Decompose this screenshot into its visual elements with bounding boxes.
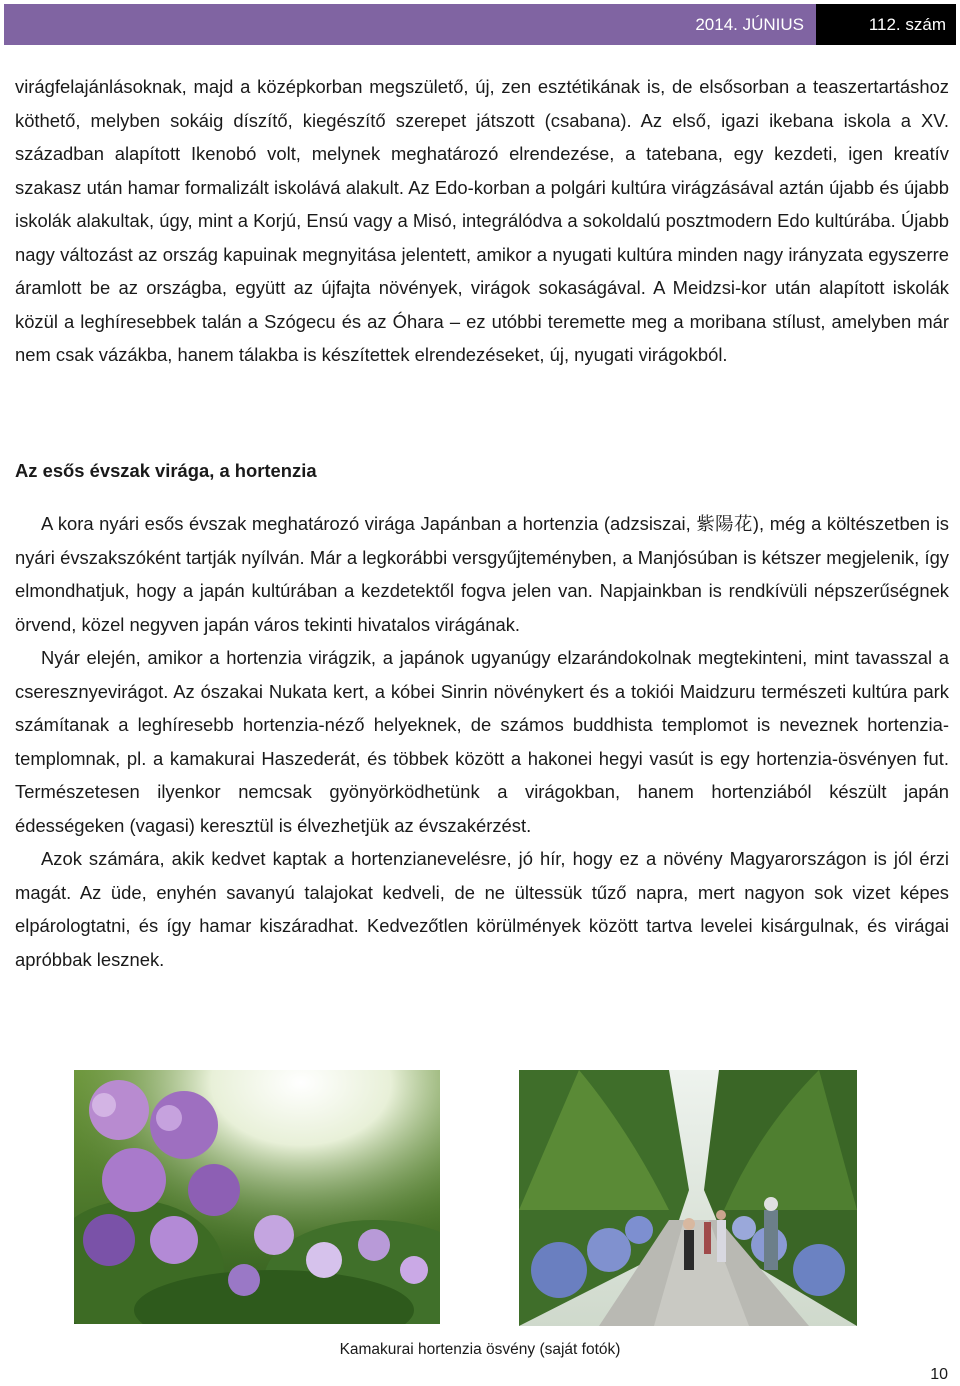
article-body-hortensia: [15, 507, 949, 976]
article-body-top: [15, 70, 949, 372]
paragraph-hortensia-growing: Azok számára, akik kedvet kaptak a hortenzianevelésre, jó hír, hogy ez a növény Magyarországon is jól érzi magát. Az üde, enyhén savanyú talajokat kedveli, de ne ültessük tűző napra, mert nagyon sok vizet képes elpárologtatni, és így hamar kiszáradhat. Kedvezőtlen körülmények között tartva levelei kisárgulnak, és virágai apróbbak lesznek.: [15, 848, 949, 970]
page-header: [4, 4, 956, 45]
path-photo: [519, 1070, 857, 1326]
paragraph-hortensia-viewing: Nyár elején, amikor a hortenzia virágzik, a japánok ugyanúgy elzarándokolnak megtekinteni, mint tavasszal a cseresznyevirágot. Az ószakai Nukata kert, a kóbei Sinrin növénykert és a tokiói Maidzuru természeti kultúra park számítanak a leghíresebb hortenzia-néző helyeknek, de számos buddhista templomot is neveznek hortenzia-templomnak, pl. a kamakurai Haszederát, és többek között a hakonei hegyi vasút is egy hortenzia-ösvényen fut. Természetesen ilyenkor nemcsak gyönyörködhetünk a virágokban, hanem hortenziából készült japán édességeken (vagasi) keresztül is élvezhetjük az évszakérzést.: [15, 647, 949, 836]
paragraph-hortensia-intro: A kora nyári esős évszak meghatározó virága Japánban a hortenzia (adzsiszai, 紫陽花), még a költészetben is nyári évszakszóként tartják nyílván. Már a legkorábbi versgyűjteményben, a Manjósúban is kétszer megjelenik, így elmondhatjuk, hogy a japán kultúrában a kezdetektől fogva jelen van. Napjainkban is rendkívüli népszerűségnek örvend, közel negyven japán város tekinti hivatalos virágának.: [15, 513, 949, 635]
issue-number: 112. szám: [816, 4, 956, 45]
photo-caption: Kamakurai hortenzia ösvény (saját fotók): [339, 1341, 621, 1358]
issue-date: 2014. JÚNIUS: [695, 14, 804, 34]
hydrangea-photo: [74, 1070, 440, 1324]
section-heading: Az esős évszak virága, a hortenzia: [15, 460, 317, 481]
paragraph-ikebana: virágfelajánlásoknak, majd a középkorban megszülető, új, zen esztétikának is, de elsősorban a teaszertartáshoz köthető, melyben sokáig díszítő, kiegészítő szerepet játszott (csabana). Az első, igazi ikebana iskola a XV. században alapított Ikenobó volt, melynek meghatározó elrendezése, a tatebana, egy kezdeti, igen kreatív szakasz után hamar formalizált iskolává alakult. Az Edo-korban a polgári kultúra virágzásával aztán újabb és újabb iskolák alakultak, úgy, mint a Korjú, Ensú vagy a Misó, integrálódva a sokoldalú posztmodern Edo kultúrába. Újabb nagy változást az ország kapuinak megnyitása jelentett, amikor a nyugati kultúra minden nagy irányzata egyszerre áramlott be az országba, együtt az újfajta növények, virágok sokaságával. A Meidzsi-kor után alapított iskolák közül a leghíresebbek talán a Szógecu és az Óhara – ez utóbbi teremette meg a moribana stílust, amelyben már nem csak vázákba, hanem tálakba is készítettek elrendezéseket, új, nyugati virágokból.: [15, 76, 949, 365]
page-number: 10: [930, 1366, 948, 1383]
